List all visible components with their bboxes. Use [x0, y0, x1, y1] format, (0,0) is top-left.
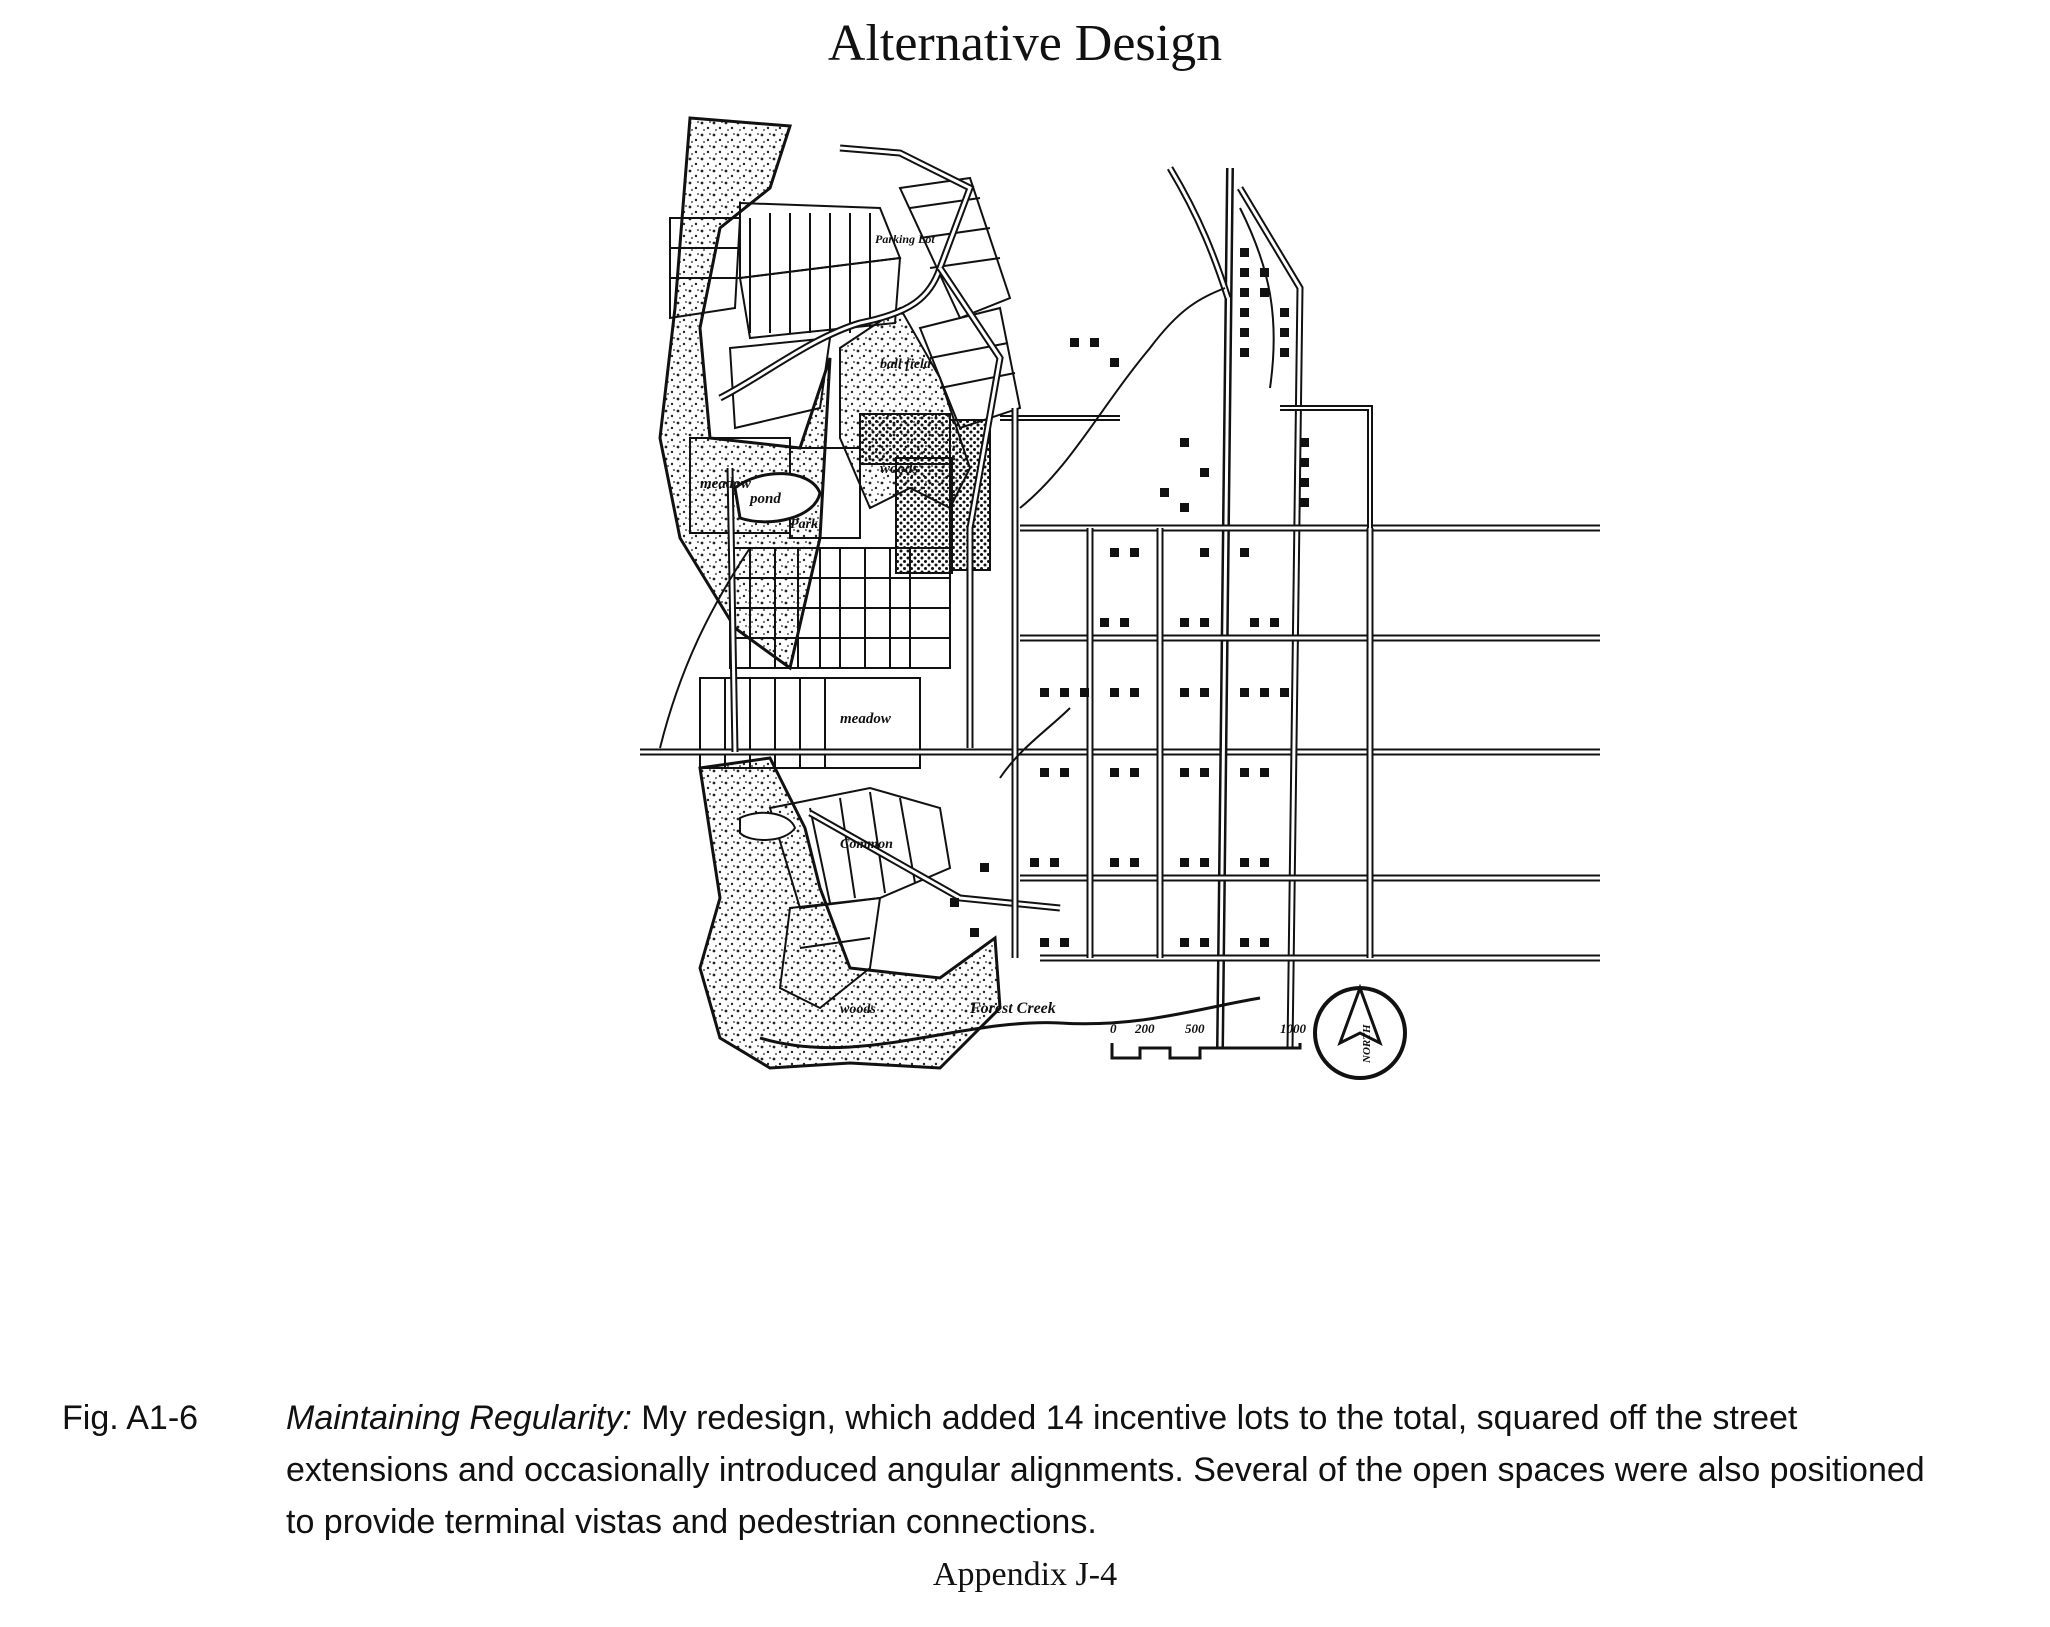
label-parking-lot: Parking Lot — [875, 232, 935, 246]
label-meadow-west: meadow — [700, 476, 751, 492]
label-forest-creek: Forest Creek — [970, 1000, 1056, 1017]
label-woods-south: woods — [840, 1002, 876, 1017]
label-ball-field: ball field — [880, 357, 931, 372]
scale-tick-label: 500 — [1185, 1021, 1205, 1036]
figure-id: Fig. A1-6 — [62, 1399, 199, 1437]
caption-heading: Maintaining Regularity: — [286, 1399, 632, 1437]
scale-tick-label: 1000 — [1280, 1021, 1306, 1036]
caption-text: My redesign, which added 14 incentive lots to the total, squared off the street extensions and occasionally introduced angular alignments. Several of the open spaces were also positioned to provide terminal vistas and pedestrian connections. — [286, 1399, 1925, 1541]
site-plan-map — [640, 108, 1600, 1368]
house-markers — [950, 248, 1309, 947]
scale-bar — [1110, 1021, 1307, 1058]
appendix-label: Appendix J-4 — [932, 1556, 1118, 1593]
label-meadow-south: meadow — [840, 711, 891, 727]
page-title: Alternative Design — [827, 15, 1223, 72]
label-common: Common — [840, 837, 893, 852]
north-label: NORTH — [1361, 1024, 1373, 1063]
label-park: Park — [790, 517, 818, 532]
caption-body — [286, 1392, 1936, 1548]
label-woods: woods — [880, 461, 919, 477]
scale-tick-label: 200 — [1135, 1021, 1155, 1036]
north-arrow-icon — [1315, 988, 1405, 1078]
scale-tick-label: 0 — [1110, 1021, 1117, 1036]
label-pond: pond — [750, 491, 781, 507]
